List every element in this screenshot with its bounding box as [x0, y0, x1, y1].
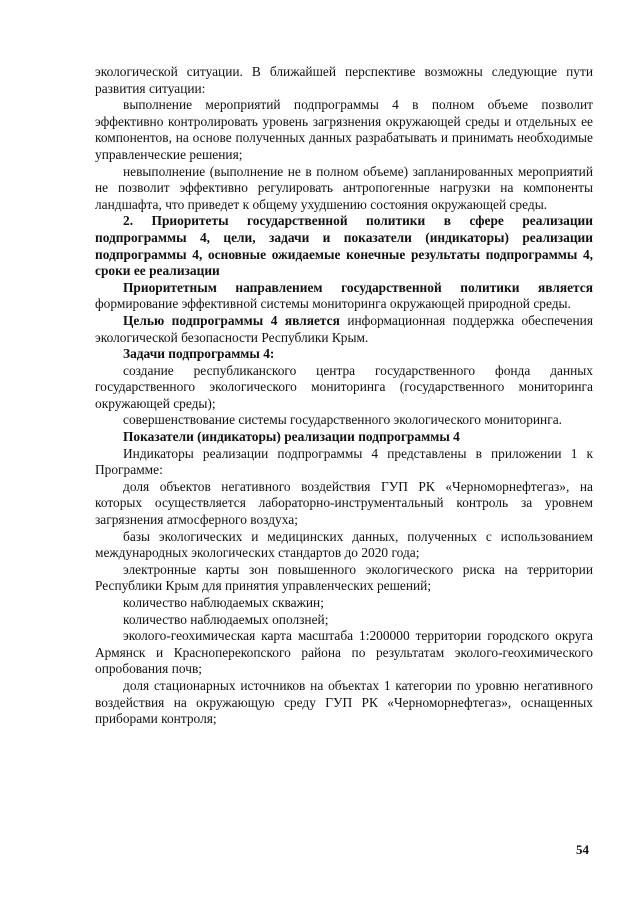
- priority-text: формирование эффективной системы мониторинга окружающей природной среды.: [95, 296, 571, 312]
- indicator-item-databases: базы экологических и медицинских данных, полученных с использованием международных экологических стандартов до 2020 года;: [95, 528, 593, 561]
- paragraph-non-implementation: невыполнение (выполнение не в полном объеме) запланированных мероприятий не позволит эффективно регулировать антропогенные нагрузки на компоненты ландшафта, что приведет к общему ухудшению состояния окружающей среды.: [95, 163, 593, 212]
- paragraph-full-implementation: выполнение мероприятий подпрограммы 4 в полном объеме позволит эффективно контролировать уровень загрязнения окружающей среды и отдельных ее компонентов, на основе полученных данных разрабатывать и принимать необходимые управленческие решения;: [95, 97, 593, 162]
- indicator-item-wells: количество наблюдаемых скважин;: [123, 595, 324, 610]
- heading-indicators: Показатели (индикаторы) реализации подпрограммы 4: [123, 429, 460, 445]
- paragraph-situation-intro: экологической ситуации. В ближайшей перспективе возможны следующие пути развития ситуации:: [95, 64, 593, 96]
- paragraph-indicators-intro: Индикаторы реализации подпрограммы 4 представлены в приложении 1 к Программе:: [95, 445, 593, 478]
- indicator-item-share-objects: доля объектов негативного воздействия ГУП РК «Черноморнефтегаз», на которых осуществляется лабораторно-инструментальный контроль за уровнем загрязнения атмосферного воздуха;: [95, 478, 593, 528]
- goal-text: информационная поддержка обеспечения экологической безопасности Республики Крым.: [95, 312, 593, 345]
- priority-lead-in: Приоритетным направлением государственной политики является: [123, 279, 593, 295]
- indicator-item-landslides: количество наблюдаемых оползней;: [123, 611, 329, 627]
- heading-tasks: Задачи подпрограммы 4:: [123, 346, 275, 362]
- document-page: [95, 64, 593, 728]
- task-item-center: создание республиканского центра государственного фонда данных государственного экологического мониторинга (государственного мониторинга окружающей среды);: [95, 362, 593, 411]
- paragraph-priority-direction: [95, 280, 593, 313]
- indicator-item-geochemical-map: эколого-геохимическая карта масштаба 1:200000 территории городского округа Армянск и Красноперекопского района по результатам эколого-геохимического опробования почв;: [95, 628, 593, 677]
- page-number: 54: [576, 842, 589, 857]
- task-item-improvement: совершенствование системы государственного экологического мониторинга.: [123, 412, 562, 428]
- paragraph-goal: [95, 313, 593, 346]
- section-heading-priorities: 2. Приоритеты государственной политики в сфере реализации подпрограммы 4, цели, задачи и показатели (индикаторы) реализации подпрограммы 4, основные ожидаемые конечные результаты подпрограммы 4, сроки ее реализации: [95, 213, 593, 279]
- goal-lead-in: Целью подпрограммы 4 является: [123, 312, 340, 328]
- indicator-item-electronic-maps: электронные карты зон повышенного экологического риска на территории Республики Крым для принятия управленческих решений;: [95, 561, 593, 594]
- indicator-item-stationary-sources: доля стационарных источников на объектах 1 категории по уровню негативного воздействия на окружающую среду ГУП РК «Черноморнефтегаз», оснащенных приборами контроля;: [95, 677, 593, 727]
